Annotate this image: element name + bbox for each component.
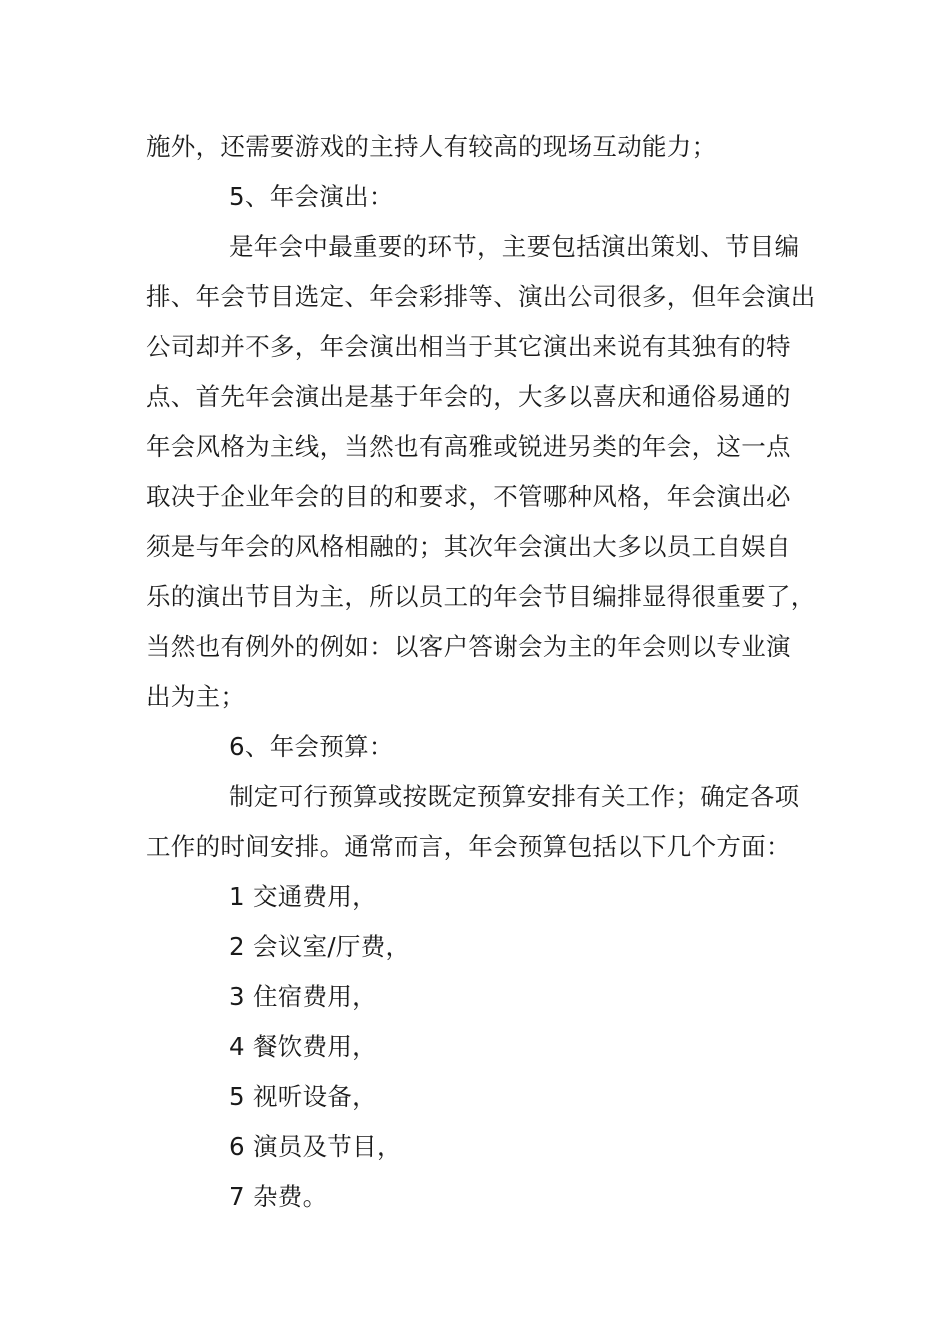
paragraph-line: 点、首先年会演出是基于年会的，大多以喜庆和通俗易通的 xyxy=(146,382,791,411)
paragraph-line: 须是与年会的风格相融的；其次年会演出大多以员工自娱自 xyxy=(146,532,791,561)
list-item: 7 杂费。 xyxy=(229,1182,328,1211)
list-item: 3 住宿费用， xyxy=(229,982,377,1011)
paragraph-line: 取决于企业年会的目的和要求，不管哪种风格，年会演出必 xyxy=(146,482,791,511)
list-item: 4 餐饮费用， xyxy=(229,1032,377,1061)
paragraph-line: 制定可行预算或按既定预算安排有关工作；确定各项 xyxy=(229,782,800,811)
list-item: 1 交通费用， xyxy=(229,882,377,911)
paragraph-line: 公司却并不多，年会演出相当于其它演出来说有其独有的特 xyxy=(146,332,791,361)
paragraph-line: 年会风格为主线，当然也有高雅或锐进另类的年会，这一点 xyxy=(146,432,791,461)
paragraph-line: 出为主； xyxy=(146,682,246,711)
paragraph-line: 工作的时间安排。通常而言，年会预算包括以下几个方面： xyxy=(146,832,791,861)
list-item: 6 演员及节目， xyxy=(229,1132,402,1161)
section-heading-budget: 6、年会预算： xyxy=(229,732,394,761)
paragraph-line: 乐的演出节目为主，所以员工的年会节目编排显得很重要了， xyxy=(146,582,816,611)
section-heading-performance: 5、年会演出： xyxy=(229,182,394,211)
paragraph-line: 排、年会节目选定、年会彩排等、演出公司很多，但年会演出 xyxy=(146,282,816,311)
paragraph-line: 施外，还需要游戏的主持人有较高的现场互动能力； xyxy=(146,132,717,161)
list-item: 2 会议室/厅费， xyxy=(229,932,411,961)
paragraph-line: 是年会中最重要的环节，主要包括演出策划、节目编 xyxy=(229,232,800,261)
paragraph-line: 当然也有例外的例如：以客户答谢会为主的年会则以专业演 xyxy=(146,632,791,661)
list-item: 5 视听设备， xyxy=(229,1082,377,1111)
